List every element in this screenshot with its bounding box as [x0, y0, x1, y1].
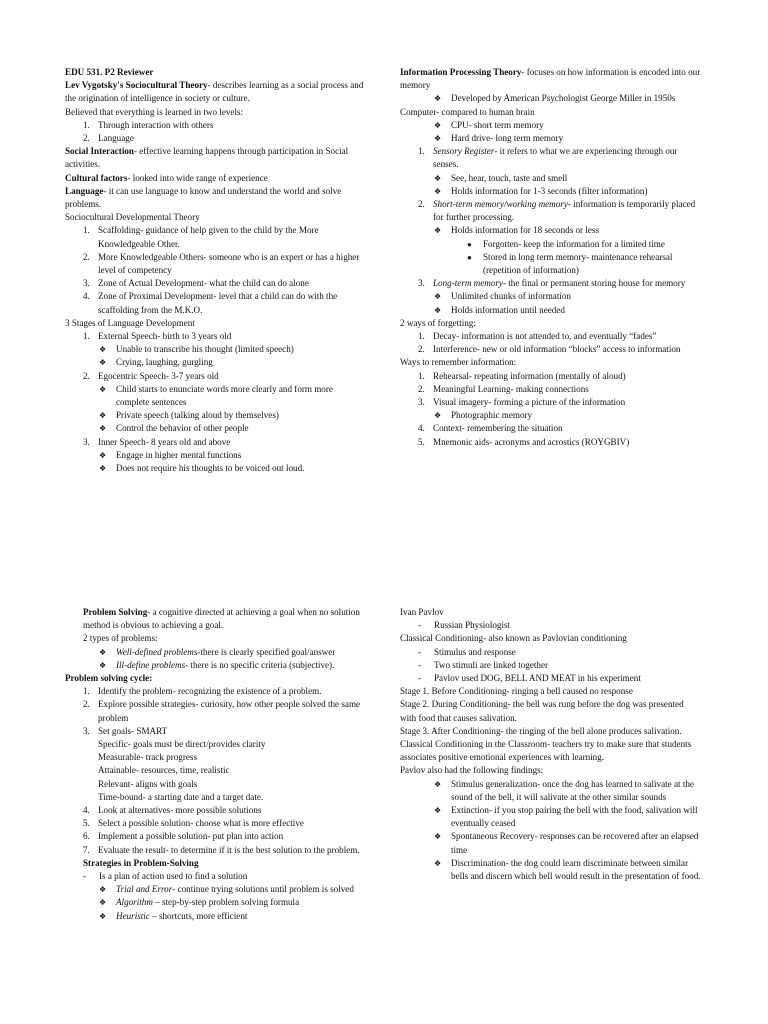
- list-item: ❖ Algorithm – step-by-step problem solving formula: [65, 896, 367, 909]
- list-item: ❖ See, hear, touch, taste and smell: [400, 172, 702, 185]
- diamond-bullet-icon: ❖: [434, 173, 442, 183]
- computer-line: Computer- compared to human brain: [400, 106, 535, 117]
- list-item: ❖ CPU- short term memory: [400, 119, 702, 132]
- list-item: ❖ Well-defined problems-there is clearly specified goal/answer: [65, 646, 367, 659]
- list-item: ❖ Holds information for 1-3 seconds (filter information): [400, 185, 702, 198]
- vygotsky-desc: - describes learning as a social process and the origination of intelligence in society or culture.: [65, 80, 364, 104]
- list-item: 3. Inner Speech- 8 years old and above: [83, 436, 231, 447]
- list-item: ❖ Unlimited chunks of information: [400, 290, 702, 303]
- list-item: ❖ Hard drive- long term memory: [400, 132, 702, 145]
- list-item: ❖ Spontaneous Recovery- responses can be recovered after an elapsed time: [434, 831, 699, 855]
- diamond-bullet-icon: ❖: [99, 345, 107, 355]
- list-item: 4. Zone of Proximal Development- level that a child can do with the scaffolding from the M.K.O.: [83, 291, 338, 315]
- stages-list: [65, 330, 367, 343]
- reviewer-title: EDU 531. P2 Reviewer: [65, 67, 154, 77]
- remember-title: Ways to remember information:: [400, 357, 517, 368]
- diamond-bullet-icon: ❖: [99, 898, 107, 908]
- strategies-title: Strategies in Problem-Solving: [83, 857, 199, 868]
- diamond-bullet-icon: ❖: [99, 660, 107, 670]
- two-levels-intro: Believed that everything is learned in two levels:: [65, 106, 244, 117]
- list-item: ❖ Control the behavior of other people: [65, 422, 367, 435]
- list-item: ❖ Private speech (talking aloud by themselves): [65, 409, 367, 422]
- list-item: ❖ Discrimination- the dog could learn discriminate between similar bells and discern which bell would result in the presentation of food.: [434, 857, 701, 882]
- list-item: ❖ Holds information until needed: [400, 304, 702, 317]
- stage1-subs: [65, 343, 367, 369]
- list-item: - Pavlov used DOG, BELL AND MEAT in his experiment: [418, 673, 641, 684]
- ps-term: Problem Solving: [83, 607, 148, 617]
- list-item: 2. Short-term memory/working memory- information is temporarily placed for further processing.: [418, 199, 696, 223]
- diamond-bullet-icon: ❖: [99, 384, 107, 394]
- list-item: 2. Language: [83, 133, 134, 144]
- list-item: 1. Sensory Register- it refers to what we are experiencing through our senses.: [418, 146, 678, 170]
- classroom-note: Classical Conditioning in the Classroom- teachers try to make sure that students associates positive emotional experiences with learning.: [400, 739, 692, 763]
- list-item: 5. Mnemonic aids- acronyms and acrostics (ROYGBIV): [418, 436, 630, 447]
- list-item: ❖ Does not require his thoughts to be voiced out loud.: [65, 462, 367, 475]
- list-item: 2. Interference- new or old information “blocks” access to information: [418, 344, 681, 355]
- smart-list: Specific- goals must be direct/provides clarity Measurable- track progress Attainable- resources, time, realistic Relevant- aligns with goals Time-bound- a starting date and a target date.: [98, 739, 266, 802]
- diamond-bullet-icon: ❖: [434, 94, 442, 104]
- list-item: 3. Zone of Actual Development- what the child can do alone: [83, 278, 309, 289]
- levels-list: [65, 119, 367, 145]
- stage-3: Stage 3. After Conditioning- the ringing of the bell alone produces salivation.: [400, 725, 682, 736]
- list-item: 1. External Speech- birth to 3 years old: [83, 331, 232, 342]
- social-term: Social Interaction: [65, 146, 134, 157]
- diamond-bullet-icon: ❖: [99, 464, 107, 474]
- diamond-bullet-icon: ❖: [434, 806, 442, 816]
- section-pavlov: [400, 606, 702, 883]
- cultural-term: Cultural factors: [65, 172, 128, 183]
- list-item: 5. Select a possible solution- choose what is more effective: [83, 818, 304, 829]
- scd-title: Sociocultural Developmental Theory: [65, 212, 200, 223]
- list-item: - Two stimuli are linked together: [418, 659, 549, 670]
- dot-bullet-icon: ●: [467, 252, 472, 262]
- list-item: 6. Implement a possible solution- put plan into action: [83, 831, 284, 842]
- diamond-bullet-icon: ❖: [434, 832, 442, 842]
- list-item: - Is a plan of action used to find a solution: [83, 871, 248, 882]
- stages-title: 3 Stages of Language Development: [65, 317, 195, 328]
- list-item: 3. Visual imagery- forming a picture of the information: [418, 397, 626, 408]
- list-item: ● Stored in long term memory- maintenance rehearsal (repetition of information): [467, 251, 673, 276]
- list-item: ❖ Photographic memory: [400, 409, 702, 422]
- list-item: ❖ Trial and Error- continue trying solutions until problem is solved: [65, 883, 367, 896]
- diamond-bullet-icon: ❖: [434, 305, 442, 315]
- diamond-bullet-icon: ❖: [99, 647, 107, 657]
- diamond-bullet-icon: ❖: [99, 424, 107, 434]
- diamond-bullet-icon: ❖: [434, 134, 442, 144]
- list-item: ❖ Developed by American Psychologist George Miller in 1950s: [400, 92, 702, 105]
- list-item: 7. Evaluate the result- to determine if it is the best solution to the problem.: [83, 844, 360, 855]
- list-item: 4. Context- remembering the situation: [418, 423, 563, 434]
- scd-list: [65, 224, 367, 316]
- diamond-bullet-icon: ❖: [99, 885, 107, 895]
- dot-bullet-icon: ●: [467, 239, 472, 249]
- diamond-bullet-icon: ❖: [434, 779, 442, 789]
- list-item: ● Forgotten- keep the information for a limited time: [400, 238, 702, 251]
- section-vygotsky: EDU 531. P2 Reviewer Lev Vygotsky's Sociocultural Theory- describes learning as a social process and the origination of intelligence in society or culture. Believed that everything is learned in two levels: 1. Through interaction with others 2. Language Social Interaction- effective learning happens through participation in Social activities. Cultural factors- looked into wide range of experience Language- it can use language to know and understand the world and solve problems. Sociocultural Developmental Theory 1. Scaffolding- guidance of help given to the child by the More Knowledgeable Other. 2. More Knowledgeable Others- someone who is an expert or has a higher level of competency 3. Zone of Actual Development- what the child can do alone 4. Zone of Proximal Development- level that a child can do with the scaffolding from the M.K.O. 3 Stages of Language Development 1. External Speech- birth to 3 years old ❖ Unable to transcribe his thought (limited speech) ❖ Crying, laughing, gurgling 2. Egocentric Speech- 3-7 years old ❖ Child starts to enunciate words more clearly and form more complete sentences ❖ Private speech (talking aloud by themselves) ❖ Control the behavior of other people 3. Inner Speech- 8 years old and above ❖ Engage in higher mental functions ❖ Does not require his thoughts to be voiced out loud.: [65, 66, 367, 475]
- diamond-bullet-icon: ❖: [434, 120, 442, 130]
- types-title: 2 types of problems:: [83, 633, 158, 644]
- diamond-bullet-icon: ❖: [434, 411, 442, 421]
- list-item: ❖ Stimulus generalization- once the dog has learned to salivate at the sound of the bell, it will salivate at the other similar sounds: [434, 778, 694, 802]
- diamond-bullet-icon: ❖: [434, 186, 442, 196]
- stage-2: Stage 2. During Conditioning- the bell was rung before the dog was presented with food that causes salivation.: [400, 699, 684, 723]
- list-item: ❖ Crying, laughing, gurgling: [65, 356, 367, 369]
- diamond-bullet-icon: ❖: [434, 858, 442, 868]
- vygotsky-term: Lev Vygotsky's Sociocultural Theory: [65, 80, 208, 91]
- stage-1: Stage 1. Before Conditioning- ringing a bell caused no response: [400, 686, 633, 697]
- list-item: 3. Set goals- SMART: [83, 725, 168, 736]
- list-item: 3. Long-term memory- the final or permanent storing house for memory: [418, 278, 686, 289]
- list-item: 1. Rehearsal- repeating information (mentally of aloud): [418, 370, 626, 381]
- list-item: 1. Scaffolding- guidance of help given to the child by the More Knowledgeable Other.: [83, 225, 319, 249]
- list-item: 2. Egocentric Speech- 3-7 years old: [83, 370, 219, 381]
- list-item: ❖ Heuristic – shortcuts, more efficient: [65, 910, 367, 923]
- cc-definition: Classical Conditioning- also known as Pavlovian conditioning: [400, 633, 627, 644]
- list-item: 1. Through interaction with others: [83, 119, 214, 130]
- list-item: ❖ Engage in higher mental functions: [65, 449, 367, 462]
- section-information-processing: Information Processing Theory- focuses on how information is encoded into our memory ❖ Developed by American Psychologist George Miller in 1950s Computer- compared to human brain ❖ CPU- short term memory ❖ Hard drive- long term memory 1. Sensory Register- it refers to what we are experiencing through our senses. ❖ See, hear, touch, taste and smell ❖ Holds information for 1-3 seconds (filter information) 2. Short-term memory/working memory- information is temporarily placed for further processing. ❖ Holds information for 18 seconds or less ● Forgotten- keep the information for a limited time ● Stored in long term memory- maintenance rehearsal (repetition of information) 3. Long-term memory- the final or permanent storing house for memory ❖ Unlimited chunks of information ❖ Holds information until needed 2 ways of forgetting: 1. Decay- information is not attended to, and eventually “fades” 2. Interference- new or old information “blocks” access to information Ways to remember information: 1. Rehearsal- repeating information (mentally of aloud) 2. Meaningful Learning- making connections 3. Visual imagery- forming a picture of the information ❖ Photographic memory 4. Context- remembering the situation 5. Mnemonic aids- acronyms and acrostics (ROYGBIV): [400, 66, 702, 449]
- diamond-bullet-icon: ❖: [99, 411, 107, 421]
- list-item: 1. Identify the problem- recognizing the existence of a problem.: [83, 686, 322, 697]
- list-item: 2. More Knowledgeable Others- someone who is an expert or has a higher level of competency: [83, 251, 360, 276]
- findings-list: [400, 778, 702, 884]
- list-item: 1. Decay- information is not attended to, and eventually “fades”: [418, 331, 657, 342]
- ipt-term: Information Processing Theory: [400, 67, 522, 77]
- diamond-bullet-icon: ❖: [99, 911, 107, 921]
- list-item: ❖ Unable to transcribe his thought (limited speech): [65, 343, 367, 356]
- cycle-title: Problem solving cycle:: [65, 673, 153, 684]
- diamond-bullet-icon: ❖: [99, 358, 107, 368]
- diamond-bullet-icon: ❖: [434, 226, 442, 236]
- list-item: 2. Meaningful Learning- making connections: [418, 383, 589, 394]
- list-item: - Russian Physiologist: [418, 620, 511, 631]
- pavlov-name: Ivan Pavlov: [400, 607, 444, 617]
- forget-title: 2 ways of forgetting:: [400, 317, 476, 328]
- section-problem-solving: Problem Solving- a cognitive directed at achieving a goal when no solution method is obvious to achieving a goal. 2 types of problems: ❖ Well-defined problems-there is clearly specified goal/answer ❖ Ill-define problems- there is no specific criteria (subjective). Problem solving cycle: 1. Identify the problem- recognizing the existence of a problem. 2. Explore possible strategies- curiosity, how other people solved the same problem 3. Set goals- SMART Specific- goals must be direct/provides clarity Measurable- track progress Attainable- resources, time, realistic Relevant- aligns with goals Time-bound- a starting date and a target date. 4. Look at alternatives- more possible solutions 5. Select a possible solution- choose what is more effective 6. Implement a possible solution- put plan into action 7. Evaluate the result- to determine if it is the best solution to the problem. Strategies in Problem-Solving - Is a plan of action used to find a solution ❖ Trial and Error- continue trying solutions until problem is solved ❖ Algorithm – step-by-step problem solving formula ❖ Heuristic – shortcuts, more efficient: [65, 606, 367, 923]
- stage2-subs: [65, 383, 367, 436]
- findings-title: Pavlov also had the following findings:: [400, 765, 544, 776]
- list-item: 4. Look at alternatives- more possible solutions: [83, 805, 262, 816]
- list-item: ❖ Child starts to enunciate words more clearly and form more complete sentences: [99, 383, 333, 408]
- diamond-bullet-icon: ❖: [434, 292, 442, 302]
- list-item: ❖ Extinction- if you stop pairing the bell with the food, salivation will eventually ceased: [434, 805, 698, 829]
- list-item: ❖ Holds information for 18 seconds or less: [400, 224, 702, 237]
- list-item: 2. Explore possible strategies- curiosity, how other people solved the same problem: [83, 699, 361, 723]
- stage3-subs: [65, 449, 367, 475]
- list-item: ❖ Ill-define problems- there is no specific criteria (subjective).: [65, 659, 367, 672]
- language-term: Language: [65, 185, 104, 196]
- list-item: - Stimulus and response: [418, 646, 516, 657]
- diamond-bullet-icon: ❖: [99, 450, 107, 460]
